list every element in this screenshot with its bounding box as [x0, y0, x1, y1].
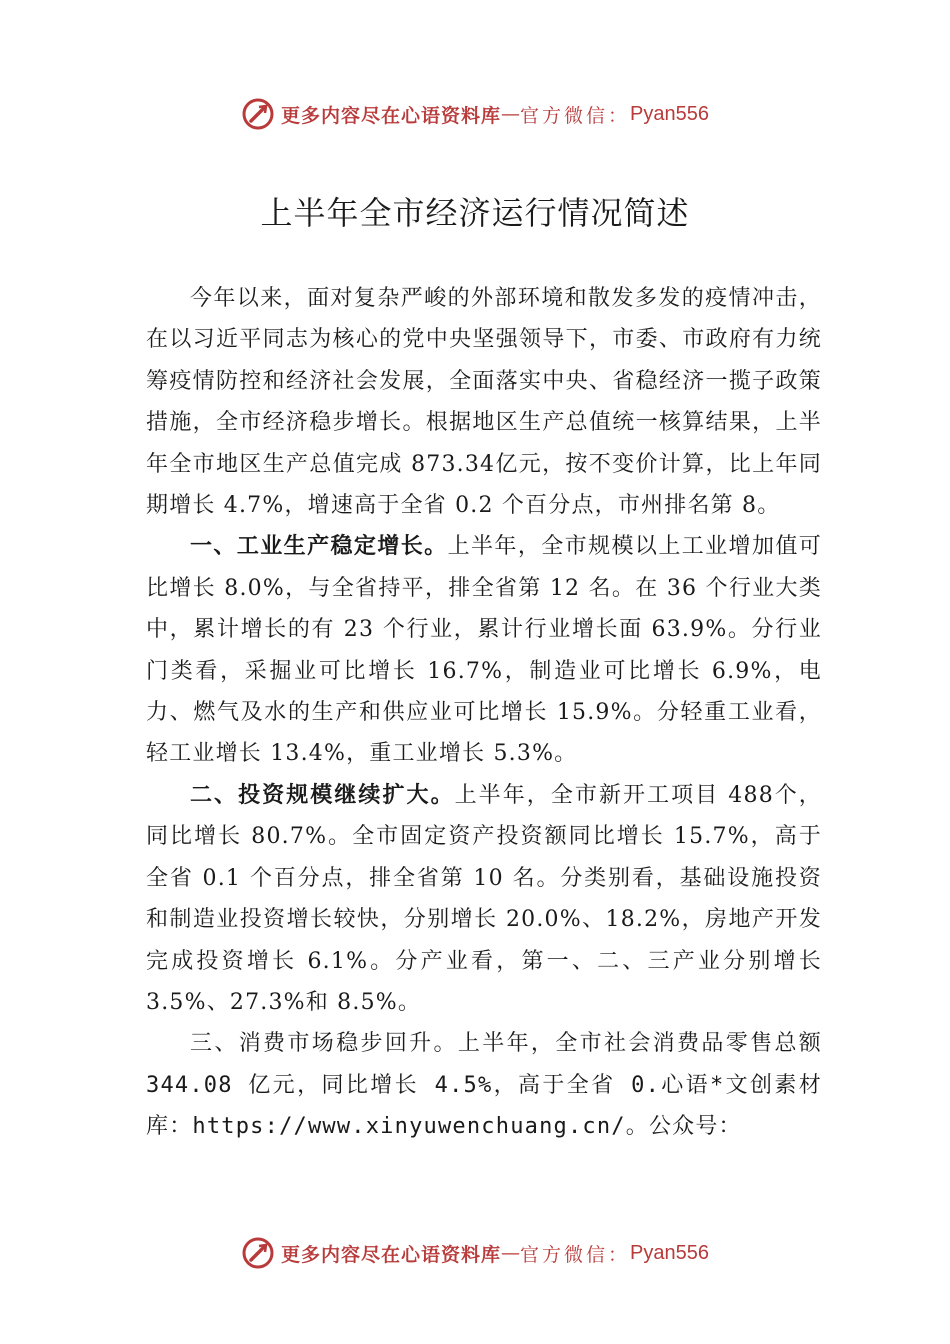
banner-dash: —: [501, 103, 521, 125]
paragraph-text: 上半年，全市新开工项目 488个，同比增长 80.7%。全市固定资产投资额同比增长 15.7%，高于全省 0.1 个百分点，排全省第 10 名。分类别看，基础设施投资和制造业投资增长较快，分别增长 20.0%、18.2%，房地产开发完成投资增长 6.1%。分产业看，第一、二、三产业分别增长 3.5%、27.3%和 8.5%。: [146, 782, 822, 1015]
banner-dash: —: [501, 1242, 521, 1264]
footer-banner: [0, 1233, 950, 1273]
document-body: [146, 278, 822, 1148]
paragraph-investment: [146, 775, 822, 1023]
banner-wechat-label: 官方微信：: [520, 104, 631, 127]
logo-icon: [241, 1236, 275, 1270]
banner-site-name: 更多内容尽在心语资料库: [281, 104, 502, 127]
paragraph-industry: [146, 526, 822, 774]
paragraph-text: 今年以来，面对复杂严峻的外部环境和散发多发的疫情冲击，在以习近平同志为核心的党中央坚强领导下，市委、市政府有力统筹疫情防控和经济社会发展，全面落实中央、省稳经济一揽子政策措施，全市经济稳步增长。根据地区生产总值统一核算结果，上半年全市地区生产总值完成 873.34亿元，按不变价计算，比上年同期增长 4.7%，增速高于全省 0.2 个百分点，市州排名第 8。: [146, 286, 822, 519]
page-title: 上半年全市经济运行情况简述: [260, 194, 690, 232]
logo-icon: [241, 97, 275, 131]
watermark-text: 心语*文创素材库：https://www.xinyuwenchuang.cn/。公众号：: [146, 1072, 822, 1140]
banner-wechat-label: 官方微信：: [520, 1243, 631, 1266]
banner-wechat-id: Pyan556: [630, 102, 709, 125]
section-heading: 一、工业生产稳定增长。: [190, 533, 448, 560]
section-heading: 二、投资规模继续扩大。: [190, 781, 455, 808]
banner-wechat-id: Pyan556: [630, 1241, 709, 1264]
header-banner: [0, 94, 950, 134]
paragraph-consumption: [146, 1023, 822, 1147]
paragraph-intro: [146, 278, 822, 526]
paragraph-text: 三、消费市场稳步回升。上半年，全市社会消费品零售总额 344.08 亿元，同比增长 4.5%，高于全省 0.: [146, 1031, 822, 1098]
paragraph-text: 上半年，全市规模以上工业增加值可比增长 8.0%，与全省持平，排全省第 12 名。在 36 个行业大类中，累计增长的有 23 个行业，累计行业增长面 63.9%。分行业门类看，采掘业可比增长 16.7%，制造业可比增长 6.9%，电力、燃气及水的生产和供应业可比增长 15.9%。分轻重工业看，轻工业增长 13.4%，重工业增长 5.3%。: [146, 534, 823, 767]
banner-site-name: 更多内容尽在心语资料库: [281, 1243, 502, 1266]
